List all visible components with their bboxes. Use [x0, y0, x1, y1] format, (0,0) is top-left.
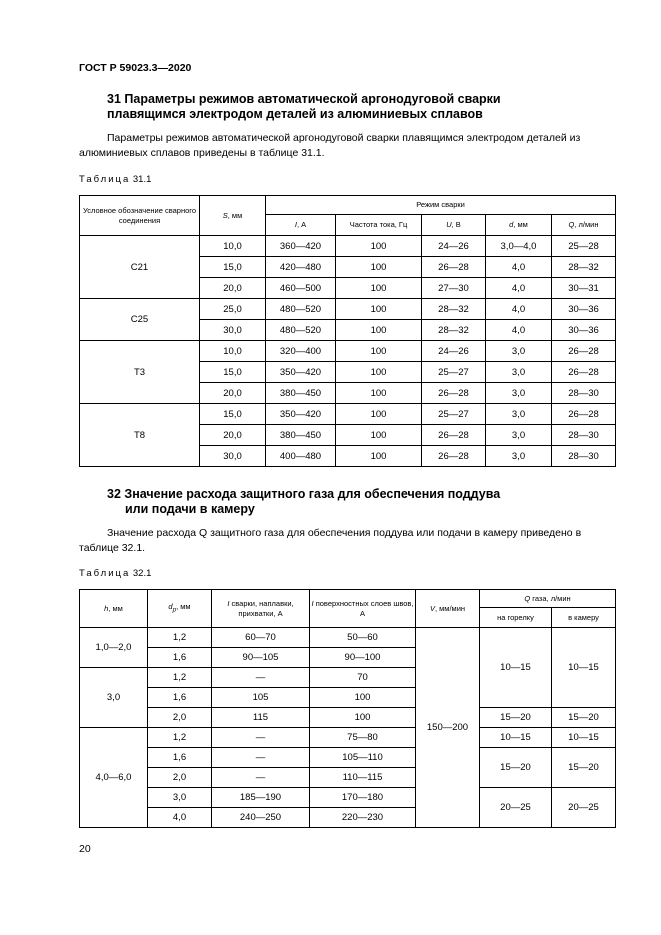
- i-weld-cell: —: [212, 768, 310, 788]
- table-31-caption-word: Таблица: [79, 174, 131, 185]
- s-cell: 20,0: [200, 383, 266, 404]
- section-31-paragraph: Параметры режимов автоматической аргонодуговой сварки плавящимся электродом деталей из алюминиевых сплавов приведены в таблице 31.1.: [79, 132, 581, 159]
- freq-cell: 100: [336, 341, 422, 362]
- h-cell: 1,0—2,0: [80, 628, 148, 668]
- table-row: [80, 341, 616, 362]
- col-q-header: Q, л/мин: [552, 215, 616, 236]
- q-cell: 28—32: [552, 257, 616, 278]
- u-cell: 28—32: [422, 299, 486, 320]
- col-q-gas-header: Q газа, л/мин: [480, 590, 616, 608]
- table-row: [80, 404, 616, 425]
- q-chamber-cell: 15—20: [552, 708, 616, 728]
- dp-cell: 1,6: [148, 748, 212, 768]
- joint-cell: С25: [80, 299, 200, 341]
- i-cell: 480—520: [266, 299, 336, 320]
- s-cell: 15,0: [200, 257, 266, 278]
- u-cell: 24—26: [422, 341, 486, 362]
- q-cell: 26—28: [552, 362, 616, 383]
- section-31-title-line1: 31 Параметры режимов автоматической аргонодуговой сварки: [107, 92, 501, 106]
- u-cell: 26—28: [422, 446, 486, 467]
- i-weld-cell: 105: [212, 688, 310, 708]
- q-cell: 25—28: [552, 236, 616, 257]
- u-cell: 26—28: [422, 425, 486, 446]
- q-cell: 26—28: [552, 404, 616, 425]
- freq-cell: 100: [336, 362, 422, 383]
- dp-cell: 2,0: [148, 768, 212, 788]
- i-cell: 380—450: [266, 425, 336, 446]
- dp-cell: 1,6: [148, 648, 212, 668]
- table-31-1: [79, 195, 616, 467]
- dp-cell: 4,0: [148, 808, 212, 828]
- col-mode-header: Режим сварки: [266, 196, 616, 215]
- freq-cell: 100: [336, 257, 422, 278]
- table-32-caption: [79, 568, 151, 579]
- i-surface-cell: 90—100: [310, 648, 416, 668]
- h-cell: 4,0—6,0: [80, 728, 148, 828]
- i-cell: 320—400: [266, 341, 336, 362]
- freq-cell: 100: [336, 425, 422, 446]
- u-cell: 28—32: [422, 320, 486, 341]
- i-surface-cell: 170—180: [310, 788, 416, 808]
- q-chamber-cell: 20—25: [552, 788, 616, 828]
- s-cell: 30,0: [200, 320, 266, 341]
- col-freq-header: Частота тока, Гц: [336, 215, 422, 236]
- i-weld-cell: 115: [212, 708, 310, 728]
- freq-cell: 100: [336, 236, 422, 257]
- i-surface-cell: 220—230: [310, 808, 416, 828]
- i-weld-cell: —: [212, 748, 310, 768]
- joint-cell: Т8: [80, 404, 200, 467]
- q-cell: 28—30: [552, 425, 616, 446]
- u-cell: 25—27: [422, 362, 486, 383]
- q-chamber-cell: 15—20: [552, 748, 616, 788]
- table-32-caption-word: Таблица: [79, 568, 131, 579]
- i-cell: 350—420: [266, 362, 336, 383]
- q-cell: 30—36: [552, 320, 616, 341]
- s-cell: 25,0: [200, 299, 266, 320]
- s-cell: 30,0: [200, 446, 266, 467]
- i-surface-cell: 100: [310, 708, 416, 728]
- d-cell: 4,0: [486, 320, 552, 341]
- d-cell: 3,0—4,0: [486, 236, 552, 257]
- col-dp-header: $d_p$, мм: [148, 590, 212, 628]
- dp-cell: 1,2: [148, 728, 212, 748]
- d-cell: 3,0: [486, 425, 552, 446]
- section-31-title-line2: плавящимся электродом деталей из алюминиевых сплавов: [107, 107, 483, 121]
- u-cell: 24—26: [422, 236, 486, 257]
- i-surface-cell: 100: [310, 688, 416, 708]
- d-cell: 4,0: [486, 257, 552, 278]
- q-cell: 26—28: [552, 341, 616, 362]
- i-cell: 420—480: [266, 257, 336, 278]
- dp-cell: 3,0: [148, 788, 212, 808]
- q-chamber-cell: 10—15: [552, 728, 616, 748]
- section-31-heading: [107, 92, 501, 122]
- joint-cell: С21: [80, 236, 200, 299]
- page-number: 20: [79, 843, 91, 855]
- col-i-weld-header: I сварки, наплавки, прихватки, А: [212, 590, 310, 628]
- i-cell: 460—500: [266, 278, 336, 299]
- table-row: [80, 236, 616, 257]
- i-weld-cell: 185—190: [212, 788, 310, 808]
- s-cell: 20,0: [200, 425, 266, 446]
- i-cell: 360—420: [266, 236, 336, 257]
- table-32-1: [79, 589, 616, 828]
- q-cell: 28—30: [552, 446, 616, 467]
- table-31-caption-number: 31.1: [132, 174, 152, 185]
- section-32-paragraph: Значение расхода Q защитного газа для обеспечения поддува или подачи в камеру приведено в таблице 32.1.: [79, 527, 582, 554]
- joint-cell: Т3: [80, 341, 200, 404]
- d-cell: 3,0: [486, 446, 552, 467]
- i-surface-cell: 110—115: [310, 768, 416, 788]
- s-cell: 10,0: [200, 341, 266, 362]
- q-torch-cell: 20—25: [480, 788, 552, 828]
- i-weld-cell: 240—250: [212, 808, 310, 828]
- i-cell: 350—420: [266, 404, 336, 425]
- d-cell: 3,0: [486, 383, 552, 404]
- i-surface-cell: 70: [310, 668, 416, 688]
- i-weld-cell: —: [212, 728, 310, 748]
- i-weld-cell: —: [212, 668, 310, 688]
- d-cell: 4,0: [486, 278, 552, 299]
- i-weld-cell: 60—70: [212, 628, 310, 648]
- i-weld-cell: 90—105: [212, 648, 310, 668]
- freq-cell: 100: [336, 383, 422, 404]
- section-32-title-line2: или подачи в камеру: [125, 502, 255, 516]
- dp-cell: 2,0: [148, 708, 212, 728]
- s-cell: 15,0: [200, 404, 266, 425]
- col-q-torch-header: на горелку: [480, 608, 552, 628]
- dp-cell: 1,6: [148, 688, 212, 708]
- dp-cell: 1,2: [148, 628, 212, 648]
- d-cell: 3,0: [486, 404, 552, 425]
- freq-cell: 100: [336, 320, 422, 341]
- table-row: [80, 299, 616, 320]
- q-torch-cell: 15—20: [480, 708, 552, 728]
- col-i-surface-header: I поверхностных слоев швов, А: [310, 590, 416, 628]
- col-v-header: V, мм/мин: [416, 590, 480, 628]
- freq-cell: 100: [336, 278, 422, 299]
- col-joint-header: Условное обозначение сварного соединения: [80, 196, 200, 236]
- v-cell: 150—200: [416, 628, 480, 828]
- table-32-caption-number: 32.1: [132, 568, 152, 579]
- i-surface-cell: 75—80: [310, 728, 416, 748]
- freq-cell: 100: [336, 446, 422, 467]
- s-cell: 15,0: [200, 362, 266, 383]
- col-d-header: d, мм: [486, 215, 552, 236]
- q-cell: 28—30: [552, 383, 616, 404]
- u-cell: 27—30: [422, 278, 486, 299]
- section-32-title-line1: 32 Значение расхода защитного газа для обеспечения поддува: [107, 487, 501, 501]
- d-cell: 3,0: [486, 341, 552, 362]
- q-cell: 30—31: [552, 278, 616, 299]
- col-q-chamber-header: в камеру: [552, 608, 616, 628]
- q-chamber-cell: 10—15: [552, 628, 616, 708]
- freq-cell: 100: [336, 299, 422, 320]
- dp-cell: 1,2: [148, 668, 212, 688]
- table-31-caption: [79, 174, 151, 185]
- col-h-header: h, мм: [80, 590, 148, 628]
- q-cell: 30—36: [552, 299, 616, 320]
- s-cell: 10,0: [200, 236, 266, 257]
- q-torch-cell: 10—15: [480, 728, 552, 748]
- col-i-header: I, А: [266, 215, 336, 236]
- col-u-header: U, В: [422, 215, 486, 236]
- s-cell: 20,0: [200, 278, 266, 299]
- u-cell: 25—27: [422, 404, 486, 425]
- d-cell: 4,0: [486, 299, 552, 320]
- i-surface-cell: 50—60: [310, 628, 416, 648]
- i-cell: 400—480: [266, 446, 336, 467]
- q-torch-cell: 10—15: [480, 628, 552, 708]
- i-cell: 380—450: [266, 383, 336, 404]
- i-cell: 480—520: [266, 320, 336, 341]
- section-32-heading: [107, 487, 500, 517]
- standard-designation: ГОСТ Р 59023.3—2020: [79, 62, 192, 74]
- h-cell: 3,0: [80, 668, 148, 728]
- i-surface-cell: 105—110: [310, 748, 416, 768]
- freq-cell: 100: [336, 404, 422, 425]
- d-cell: 3,0: [486, 362, 552, 383]
- q-torch-cell: 15—20: [480, 748, 552, 788]
- u-cell: 26—28: [422, 257, 486, 278]
- u-cell: 26—28: [422, 383, 486, 404]
- col-s-header: S, мм: [200, 196, 266, 236]
